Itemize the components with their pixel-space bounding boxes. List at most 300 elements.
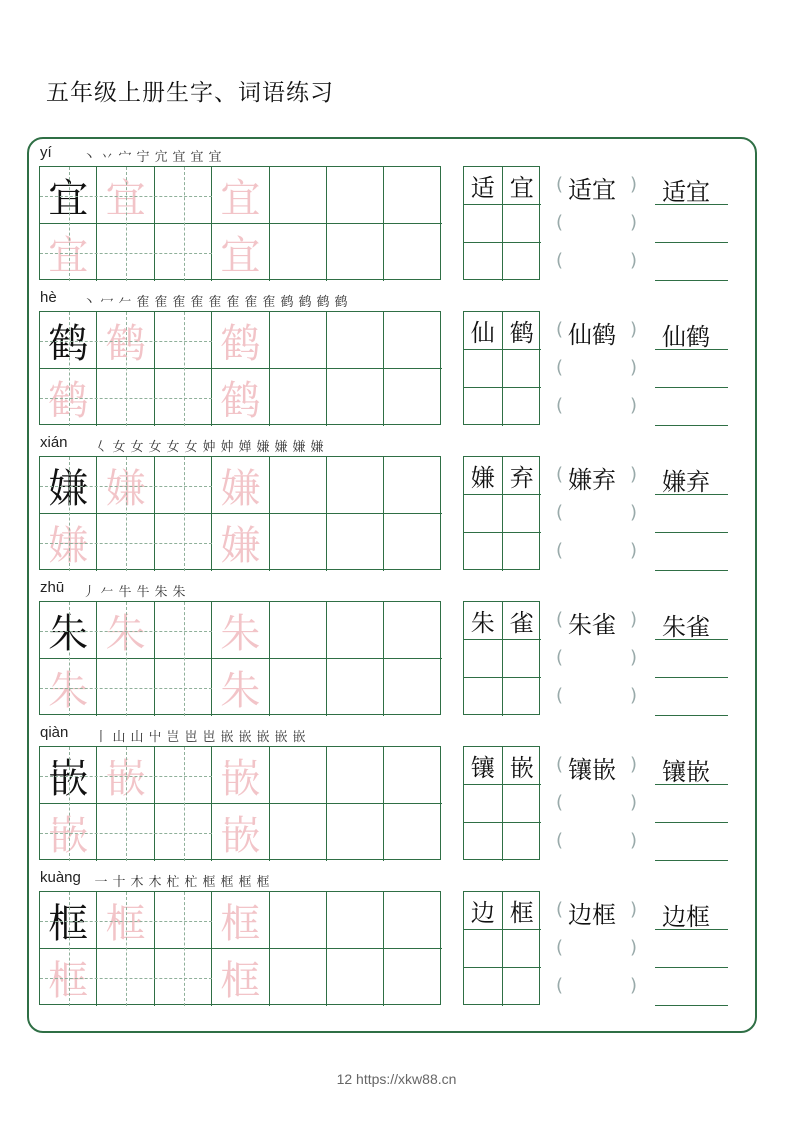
stroke-step: 屮 [148,730,162,745]
stroke-step: 嫌 [310,440,324,455]
underlined-word: 镶嵌 [662,758,710,786]
answer-line[interactable] [655,532,728,533]
pinyin-label: zhū [40,579,65,596]
character-block [0,289,793,456]
word-cell[interactable] [464,930,503,968]
answer-line[interactable] [655,967,728,968]
open-paren: ( [556,319,564,340]
stroke-step: 隺 [190,295,204,310]
writing-cell[interactable] [384,312,441,369]
writing-cell[interactable] [212,167,269,224]
guide-line [69,167,70,281]
open-paren: ( [556,357,564,378]
writing-cell[interactable] [384,167,441,224]
writing-cell[interactable] [270,804,327,861]
trace-character: 框 [220,900,261,947]
guide-line [126,602,127,716]
word-cell[interactable] [464,495,503,533]
pinyin-label: hè [40,289,57,306]
guide-line [40,398,212,399]
writing-cell[interactable] [384,224,441,281]
stroke-step: 隺 [226,295,240,310]
word-cell[interactable] [464,892,503,930]
answer-line[interactable] [655,860,728,861]
trace-character: 嵌 [48,813,89,859]
stroke-step: 框 [202,875,216,890]
writing-cell[interactable] [270,747,327,804]
answer-line[interactable] [655,280,728,281]
writing-cell[interactable] [327,224,384,281]
word-cell[interactable] [464,243,503,281]
guide-line [40,776,212,777]
stroke-order [92,436,326,455]
writing-cell[interactable] [270,514,327,571]
writing-grid [39,746,441,860]
word-cell[interactable] [503,243,542,281]
guide-line [69,747,70,861]
writing-cell[interactable] [327,804,384,861]
stroke-step: 朱 [172,585,186,600]
open-paren: ( [556,792,564,813]
trace-character: 朱 [220,610,261,657]
word-character: 框 [509,899,534,927]
word-cell[interactable] [503,678,542,716]
stroke-step: 嫌 [274,440,288,455]
stroke-step: 嫌 [256,440,270,455]
model-character: 朱 [48,610,89,657]
word-cell[interactable] [503,930,542,968]
trace-character: 嵌 [220,813,261,859]
guide-line [126,167,127,281]
writing-grid [39,311,441,425]
word-cell[interactable] [503,747,542,785]
stroke-order [92,871,272,890]
close-paren: ) [630,647,638,668]
writing-cell[interactable] [384,747,441,804]
trace-character: 嫌 [48,523,89,569]
word-grid [463,746,540,860]
stroke-step: 鹤 [316,295,330,310]
stroke-step: 一 [94,875,108,890]
stroke-step: 十 [112,875,126,890]
stroke-step: 杧 [166,875,180,890]
guide-line [40,253,212,254]
writing-cell[interactable] [270,659,327,716]
guide-line [184,747,185,861]
close-paren: ) [630,395,638,416]
writing-cell[interactable] [270,457,327,514]
stroke-step: 嵌 [256,730,270,745]
answer-line[interactable] [655,1005,728,1006]
close-paren: ) [630,830,638,851]
paren-word: 朱雀 [568,611,616,639]
writing-cell[interactable] [327,747,384,804]
stroke-step: 朱 [154,585,168,600]
word-character: 雀 [509,609,534,637]
word-character: 边 [470,899,495,927]
word-cell[interactable] [464,678,503,716]
pinyin-label: yí [40,144,52,161]
trace-character: 嫌 [220,523,261,569]
stroke-step: 框 [220,875,234,890]
character-block [0,144,793,311]
word-grid [463,311,540,425]
stroke-step: 丨 [94,730,108,745]
close-paren: ) [630,754,638,775]
trace-character: 框 [220,958,261,1004]
close-paren: ) [630,792,638,813]
trace-character: 嵌 [220,755,261,802]
trace-character: 鹤 [220,320,261,367]
model-character: 嵌 [48,755,89,802]
writing-cell[interactable] [384,602,441,659]
open-paren: ( [556,609,564,630]
guide-line [126,892,127,1006]
close-paren: ) [630,899,638,920]
writing-cell[interactable] [270,602,327,659]
answer-line[interactable] [655,242,728,243]
close-paren: ) [630,609,638,630]
word-cell[interactable] [503,388,542,426]
stroke-step: 嵌 [238,730,252,745]
stroke-step: 岜 [202,730,216,745]
word-cell[interactable] [464,785,503,823]
pinyin-label: xián [40,434,68,451]
stroke-step: 宜 [190,150,204,165]
close-paren: ) [630,975,638,996]
stroke-order [80,146,224,165]
word-cell[interactable] [503,167,542,205]
open-paren: ( [556,250,564,271]
stroke-step: 隺 [172,295,186,310]
open-paren: ( [556,502,564,523]
stroke-step: 女 [184,440,198,455]
trace-character: 宜 [105,175,146,222]
stroke-step: 女 [112,440,126,455]
writing-cell[interactable] [327,369,384,426]
writing-cell[interactable] [384,892,441,949]
writing-cell[interactable] [270,369,327,426]
word-grid [463,601,540,715]
stroke-step: 女 [130,440,144,455]
guide-line [40,486,212,487]
stroke-step: 𠂉 [100,585,114,600]
stroke-step: 嵌 [292,730,306,745]
paren-word: 嫌弃 [568,466,616,494]
word-character: 鹤 [509,319,534,347]
word-character: 朱 [470,609,495,637]
writing-cell[interactable] [384,659,441,716]
open-paren: ( [556,937,564,958]
stroke-step: 鹤 [298,295,312,310]
open-paren: ( [556,647,564,668]
close-paren: ) [630,937,638,958]
underlined-word: 适宜 [662,178,710,206]
word-character: 适 [470,174,495,202]
paren-word: 边框 [568,901,616,929]
writing-cell[interactable] [327,602,384,659]
writing-cell[interactable] [212,457,269,514]
writing-grid [39,891,441,1005]
word-cell[interactable] [503,892,542,930]
stroke-step: 隺 [262,295,276,310]
stroke-step: 宜 [172,150,186,165]
open-paren: ( [556,174,564,195]
paren-word: 镶嵌 [568,756,616,784]
word-cell[interactable] [464,167,503,205]
guide-line [40,196,212,197]
word-cell[interactable] [464,457,503,495]
stroke-step: 山 [112,730,126,745]
stroke-step: 宁 [136,150,150,165]
character-block [0,724,793,891]
model-character: 框 [48,900,89,947]
close-paren: ) [630,174,638,195]
word-cell[interactable] [503,823,542,861]
underlined-word: 边框 [662,903,710,931]
word-grid [463,891,540,1005]
stroke-step: 隺 [208,295,222,310]
open-paren: ( [556,899,564,920]
guide-line [184,892,185,1006]
guide-line [40,543,212,544]
answer-line[interactable] [655,822,728,823]
writing-cell[interactable] [212,224,269,281]
word-cell[interactable] [503,312,542,350]
stroke-step: 妕 [220,440,234,455]
writing-cell[interactable] [212,804,269,861]
word-cell[interactable] [503,457,542,495]
stroke-step: 隺 [154,295,168,310]
writing-cell[interactable] [327,167,384,224]
word-cell[interactable] [464,747,503,785]
guide-line [40,978,212,979]
guide-line [40,688,212,689]
stroke-step: 嫌 [292,440,306,455]
underlined-word: 仙鹤 [662,323,710,351]
stroke-step: 框 [256,875,270,890]
stroke-step: 隺 [136,295,150,310]
writing-cell[interactable] [327,892,384,949]
character-block [0,434,793,601]
stroke-step: 宀 [118,150,132,165]
stroke-step: 嵌 [220,730,234,745]
word-cell[interactable] [464,350,503,388]
word-character: 嫌 [470,464,495,492]
word-character: 镶 [470,754,495,782]
stroke-step: 丷 [100,150,114,165]
stroke-step: 妕 [202,440,216,455]
close-paren: ) [630,502,638,523]
underlined-word: 嫌弃 [662,468,710,496]
stroke-step: 婵 [238,440,252,455]
word-cell[interactable] [464,968,503,1006]
close-paren: ) [630,685,638,706]
guide-line [69,602,70,716]
stroke-order [80,291,350,310]
guide-line [184,457,185,571]
open-paren: ( [556,395,564,416]
model-character: 鹤 [48,320,89,367]
trace-character: 嵌 [105,755,146,802]
stroke-step: 鹤 [334,295,348,310]
writing-cell[interactable] [212,369,269,426]
guide-line [126,457,127,571]
guide-line [184,602,185,716]
trace-character: 鹤 [220,378,261,424]
word-cell[interactable] [503,968,542,1006]
stroke-step: 嵌 [274,730,288,745]
writing-cell[interactable] [212,949,269,1006]
guide-line [126,312,127,426]
writing-cell[interactable] [384,804,441,861]
writing-cell[interactable] [212,602,269,659]
word-cell[interactable] [503,533,542,571]
close-paren: ) [630,540,638,561]
writing-cell[interactable] [327,514,384,571]
open-paren: ( [556,685,564,706]
close-paren: ) [630,319,638,340]
answer-line[interactable] [655,425,728,426]
word-cell[interactable] [464,640,503,678]
stroke-step: 隺 [244,295,258,310]
trace-character: 宜 [220,233,261,279]
word-cell[interactable] [503,350,542,388]
word-cell[interactable] [464,205,503,243]
stroke-order [92,726,308,745]
word-cell[interactable] [503,640,542,678]
word-character: 宜 [509,174,534,202]
writing-cell[interactable] [270,949,327,1006]
guide-line [69,457,70,571]
trace-character: 框 [48,958,89,1004]
stroke-step: 丿 [82,585,96,600]
trace-character: 鹤 [48,378,89,424]
answer-line[interactable] [655,677,728,678]
answer-line[interactable] [655,570,728,571]
stroke-step: 女 [148,440,162,455]
stroke-step: 𠂉 [118,295,132,310]
writing-cell[interactable] [384,514,441,571]
paren-word: 适宜 [568,176,616,204]
writing-grid [39,166,441,280]
writing-cell[interactable] [327,457,384,514]
open-paren: ( [556,212,564,233]
word-grid [463,166,540,280]
trace-character: 嫌 [105,465,146,512]
stroke-step: 杧 [184,875,198,890]
writing-cell[interactable] [384,457,441,514]
stroke-step: 框 [238,875,252,890]
pinyin-label: qiàn [40,724,69,741]
trace-character: 朱 [105,610,146,657]
writing-cell[interactable] [212,659,269,716]
trace-character: 宜 [48,233,89,279]
word-cell[interactable] [503,602,542,640]
writing-cell[interactable] [212,514,269,571]
writing-cell[interactable] [212,747,269,804]
open-paren: ( [556,540,564,561]
stroke-step: 宂 [154,150,168,165]
close-paren: ) [630,250,638,271]
underlined-word: 朱雀 [662,613,710,641]
stroke-step: 丶 [82,150,96,165]
open-paren: ( [556,975,564,996]
guide-line [184,167,185,281]
paren-word: 仙鹤 [568,321,616,349]
word-grid [463,456,540,570]
character-block [0,869,793,1036]
stroke-step: 女 [166,440,180,455]
trace-character: 鹤 [105,320,146,367]
open-paren: ( [556,830,564,851]
guide-line [40,341,212,342]
word-character: 仙 [470,319,495,347]
word-cell[interactable] [503,205,542,243]
trace-character: 框 [105,900,146,947]
guide-line [40,921,212,922]
word-cell[interactable] [464,823,503,861]
stroke-step: 岜 [184,730,198,745]
stroke-step: 木 [148,875,162,890]
word-character: 弃 [509,464,534,492]
stroke-step: 鹤 [280,295,294,310]
writing-cell[interactable] [327,949,384,1006]
pinyin-label: kuàng [40,869,81,886]
word-cell[interactable] [464,602,503,640]
trace-character: 宜 [220,175,261,222]
word-cell[interactable] [464,388,503,426]
page-footer: 12 https://xkw88.cn [336,1071,457,1087]
stroke-order [80,581,188,600]
guide-line [40,631,212,632]
stroke-step: 木 [130,875,144,890]
trace-character: 朱 [220,668,261,714]
word-cell[interactable] [464,533,503,571]
character-block [0,579,793,746]
writing-cell[interactable] [270,892,327,949]
writing-cell[interactable] [270,224,327,281]
writing-grid [39,601,441,715]
stroke-step: 牛 [136,585,150,600]
word-cell[interactable] [503,785,542,823]
guide-line [40,833,212,834]
writing-cell[interactable] [327,659,384,716]
close-paren: ) [630,357,638,378]
answer-line[interactable] [655,715,728,716]
guide-line [126,747,127,861]
word-character: 嵌 [509,754,534,782]
close-paren: ) [630,212,638,233]
trace-character: 嫌 [220,465,261,512]
guide-line [69,312,70,426]
writing-cell[interactable] [270,312,327,369]
model-character: 嫌 [48,465,89,512]
stroke-step: 丶 [82,295,96,310]
word-cell[interactable] [464,312,503,350]
writing-cell[interactable] [270,167,327,224]
word-cell[interactable] [503,495,542,533]
writing-cell[interactable] [384,369,441,426]
stroke-step: 牛 [118,585,132,600]
writing-cell[interactable] [327,312,384,369]
guide-line [184,312,185,426]
writing-cell[interactable] [212,312,269,369]
writing-cell[interactable] [384,949,441,1006]
stroke-step: 山 [130,730,144,745]
writing-cell[interactable] [212,892,269,949]
answer-line[interactable] [655,387,728,388]
